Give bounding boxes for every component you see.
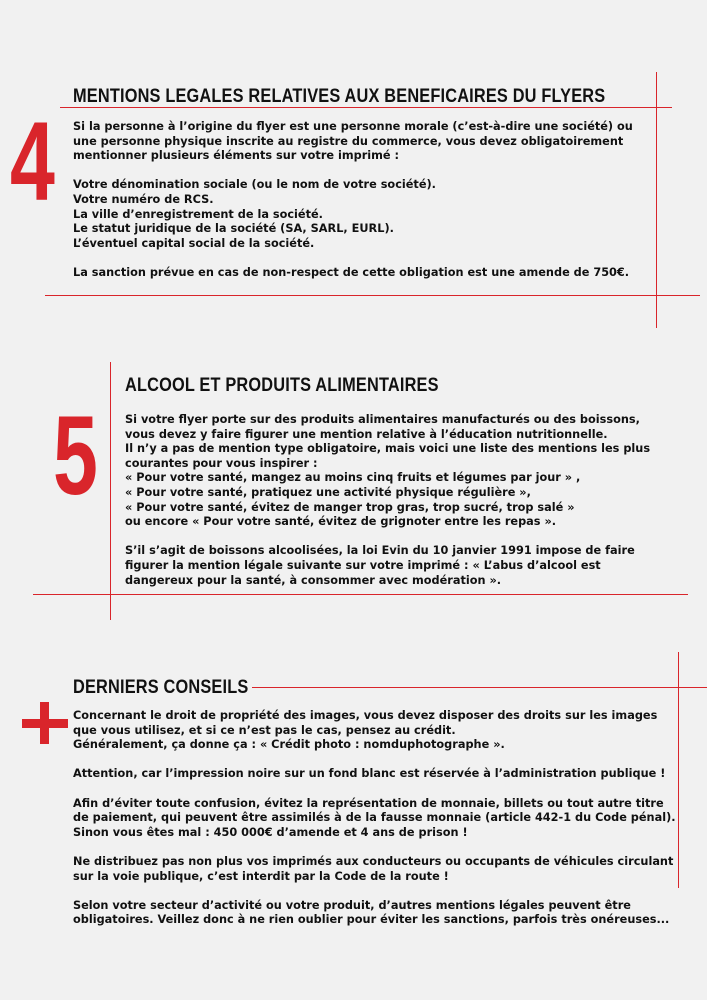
divider-line xyxy=(33,594,688,595)
sanction-paragraph: La sanction prévue en cas de non-respect de cette obligation est une amende de 750€. xyxy=(73,265,630,279)
paragraph: Sinon vous êtes mal : 450 000€ d’amende et 4 ans de prison ! xyxy=(73,825,468,839)
quote-line: « Pour votre santé, évitez de manger trop gras, trop sucré, trop salé » xyxy=(125,500,575,514)
section-5-body xyxy=(125,413,655,588)
list-item: L’éventuel capital social de la société. xyxy=(73,236,315,250)
quote-line: « Pour votre santé, pratiquez une activité physique régulière », xyxy=(125,485,531,499)
intro-paragraph: Si la personne à l’origine du flyer est une personne morale (c’est-à-dire une société) ou une personne physique inscrite au registre du commerce, vous devez obligatoirement mentionner plusieurs éléments sur votre imprimé : xyxy=(73,120,633,163)
quote-line: « Pour votre santé, mangez au moins cinq fruits et légumes par jour » , xyxy=(125,471,581,485)
section-number-5: 5 xyxy=(53,393,98,518)
section-6-body xyxy=(73,709,678,928)
section-4-body xyxy=(73,120,658,281)
section-title: MENTIONS LEGALES RELATIVES AUX BENEFICAIRES DU FLYERS xyxy=(73,86,606,107)
list-item: Le statut juridique de la société (SA, SARL, EURL). xyxy=(73,222,394,236)
paragraph: Concernant le droit de propriété des images, vous devez disposer des droits sur les images que vous utilisez, et si ce n’est pas le cas, pensez au crédit. xyxy=(73,709,658,737)
paragraph-line: Si votre flyer porte sur des produits alimentaires manufacturés ou des boissons, vous devez y faire figurer une mention relative à l’éducation nutritionnelle. xyxy=(125,413,640,441)
list-item: La ville d’enregistrement de la société. xyxy=(73,207,323,221)
divider-line xyxy=(45,295,700,296)
section-title: ALCOOL ET PRODUITS ALIMENTAIRES xyxy=(125,375,439,396)
list-item: Votre dénomination sociale (ou le nom de votre société). xyxy=(73,178,436,192)
divider-line xyxy=(678,652,679,888)
quote-line: ou encore « Pour votre santé, évitez de grignoter entre les repas ». xyxy=(125,515,557,529)
alcohol-paragraph: S’il s’agit de boissons alcoolisées, la loi Evin du 10 janvier 1991 impose de faire figurer la mention légale suivante sur votre imprimé : « L’abus d’alcool est dangereux pour la santé, à consommer avec modération ». xyxy=(125,544,635,587)
divider-line xyxy=(110,362,111,620)
paragraph: Selon votre secteur d’activité ou votre produit, d’autres mentions légales peuvent être obligatoires. Veillez donc à ne rien oublier pour éviter les sanctions, parfois très onéreuses... xyxy=(73,898,670,927)
divider-line xyxy=(252,687,707,688)
paragraph: Attention, car l’impression noire sur un fond blanc est réservée à l’administration publique ! xyxy=(73,767,666,781)
section-title: DERNIERS CONSEILS xyxy=(73,677,249,698)
paragraph-line: Il n’y a pas de mention type obligatoire, mais voici une liste des mentions les plus courantes pour vous inspirer : xyxy=(125,442,651,470)
plus-icon xyxy=(22,702,68,744)
paragraph: Afin d’éviter toute confusion, évitez la représentation de monnaie, billets ou tout autre titre de paiement, qui peuvent être assimilés à de la fausse monnaie (article 442-1 du Code pénal). xyxy=(73,796,676,825)
section-number-4: 4 xyxy=(10,99,55,224)
paragraph: Ne distribuez pas non plus vos imprimés aux conducteurs ou occupants de véhicules circulant sur la voie publique, c’est interdit par la Code de la route ! xyxy=(73,854,674,883)
list-item: Votre numéro de RCS. xyxy=(73,192,214,206)
paragraph: Généralement, ça donne ça : « Crédit photo : nomduphotographe ». xyxy=(73,738,505,752)
